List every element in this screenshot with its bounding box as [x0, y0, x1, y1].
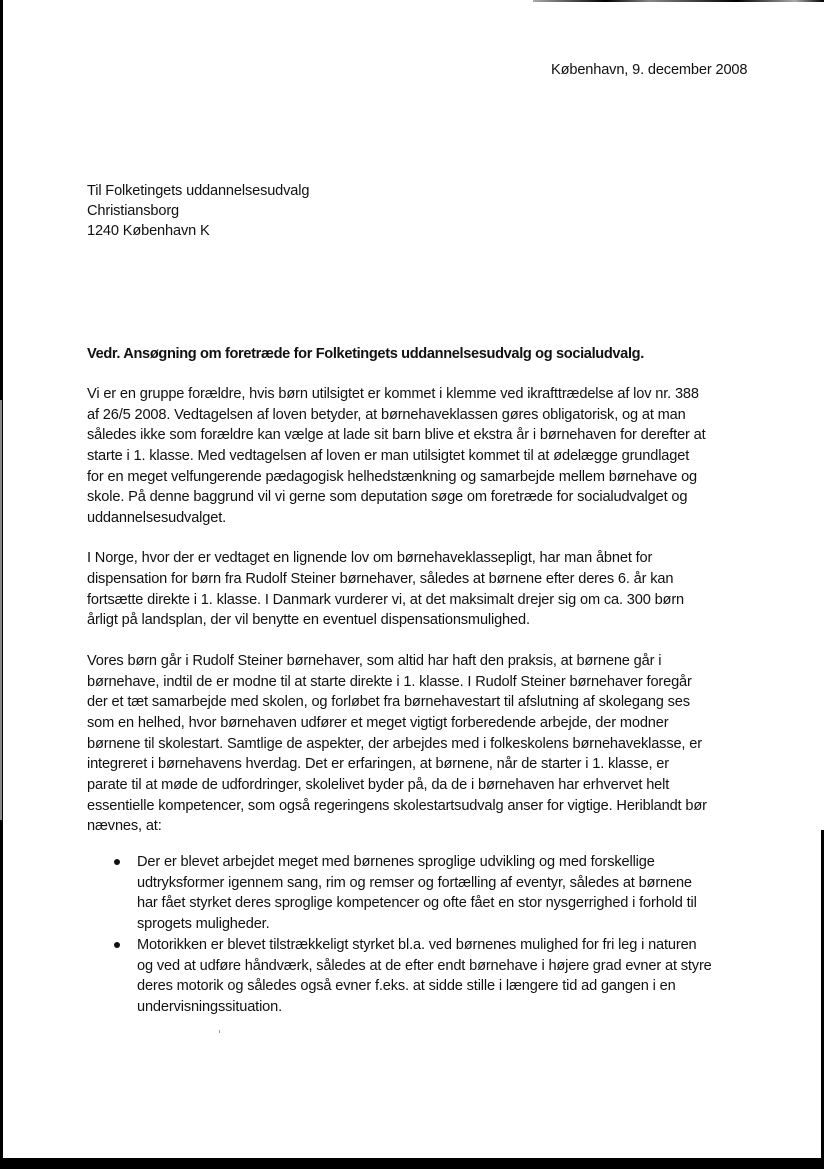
- date-line: København, 9. december 2008: [551, 62, 748, 78]
- paragraph-line: Vores børn går i Rudolf Steiner børnehaver, som altid har haft den praksis, at børnene går i: [87, 653, 662, 669]
- bullet-line: deres motorik og således også evner f.eks. at sidde stille i længere tid ad gangen i en: [137, 978, 676, 995]
- paragraph-line: Vi er en gruppe forældre, hvis børn utilsigtet er kommet i klemme ved ikrafttrædelse af lov nr. 388: [87, 386, 699, 402]
- bullet-dot-icon: [114, 859, 120, 865]
- paragraph-line: essentielle kompetencer, som også regeringens skolestartsudvalg anser for vigtige. Heriblandt bør: [87, 798, 707, 814]
- paragraph-line: således ikke som forældre kan vælge at lade sit barn blive et ekstra år i børnehaven for derefter at: [87, 427, 706, 443]
- bullet-line: undervisningssituation.: [137, 998, 283, 1015]
- paragraph-line: årligt på landsplan, der vil benytte en eventuel dispensationsmulighed.: [87, 612, 530, 628]
- paragraph-line: som en helhed, hvor børnehaven udfører et meget vigtigt forberedende arbejde, der modner: [87, 715, 669, 731]
- paragraph-line: børnene til skolestart. Samtlige de aspekter, der arbejdes med i folkeskolens børnehaveklasse, er: [87, 736, 702, 752]
- paragraph-line: dispensation for børn fra Rudolf Steiner børnehaver, således at børnene efter deres 6. år kan: [87, 571, 674, 587]
- paragraph-line: I Norge, hvor der er vedtaget en lignende lov om børnehaveklassepligt, har man åbnet for: [87, 550, 653, 566]
- paragraph-line: børnehave, indtil de er modne til at starte direkte i 1. klasse. I Rudolf Steiner børnehaver foregår: [87, 674, 692, 690]
- paragraph-line: af 26/5 2008. Vedtagelsen af loven betyder, at børnehaveklassen gøres obligatorisk, og at man: [87, 407, 686, 423]
- bullet-text: [137, 852, 817, 934]
- bullet-line: udtryksformer igennem sang, rim og remser og fortælling af eventyr, således at børnene: [137, 874, 692, 891]
- paragraph-line: starte i 1. klasse. Med vedtagelsen af loven er man utilsigtet kommet til at ødelægge grundlaget: [87, 448, 690, 464]
- paragraph-line: skole. På denne baggrund vil vi gerne som deputation søge om foretræde for socialudvalget og: [87, 489, 688, 505]
- bullet-text: [137, 935, 817, 1017]
- subject-heading: Vedr. Ansøgning om foretræde for Folketingets uddannelsesudvalg og socialudvalg.: [87, 346, 644, 362]
- bullet-line: og ved at udføre håndværk, således at de efter endt børnehave i højere grad evner at styre: [137, 957, 712, 974]
- bullet-line: sprogets muligheder.: [137, 915, 270, 932]
- paragraph-line: uddannelsesudvalget.: [87, 510, 226, 526]
- scan-speck: [219, 1030, 220, 1033]
- recipient-line: 1240 København K: [87, 223, 210, 239]
- paragraph-line: nævnes, at:: [87, 818, 162, 834]
- paragraph-line: for en meget velfungerende pædagogisk helhedstænkning og samarbejde mellem børnehave og: [87, 469, 698, 485]
- bullet-dot-icon: [114, 942, 120, 948]
- bullet-line: Motorikken er blevet tilstrækkeligt styrket bl.a. ved børnenes mulighed for fri leg i naturen: [137, 937, 697, 953]
- bullet-line: Der er blevet arbejdet meget med børnenes sproglige udvikling og med forskellige: [137, 854, 655, 870]
- paragraph-line: integreret i børnehavens hverdag. Det er erfaringen, at børnene, når de starter i 1. klasse, er: [87, 756, 669, 772]
- paragraph-line: fortsætte direkte i 1. klasse. I Danmark vurderer vi, at det maksimalt drejer sig om ca. 300 børn: [87, 592, 684, 608]
- bullet-line: har fået styrket deres sproglige kompetencer og ofte fået en stor nysgerrighed i forhold til: [137, 895, 697, 912]
- recipient-line: Til Folketingets uddannelsesudvalg: [87, 183, 310, 199]
- recipient-line: Christiansborg: [87, 203, 179, 219]
- paragraph-line: parate til at møde de udfordringer, skolelivet byder på, da de i børnehaven har erhvervet helt: [87, 777, 670, 793]
- paragraph-line: der et tæt samarbejde med skolen, og forløbet fra børnehavestart til afslutning af skolegang ses: [87, 694, 690, 710]
